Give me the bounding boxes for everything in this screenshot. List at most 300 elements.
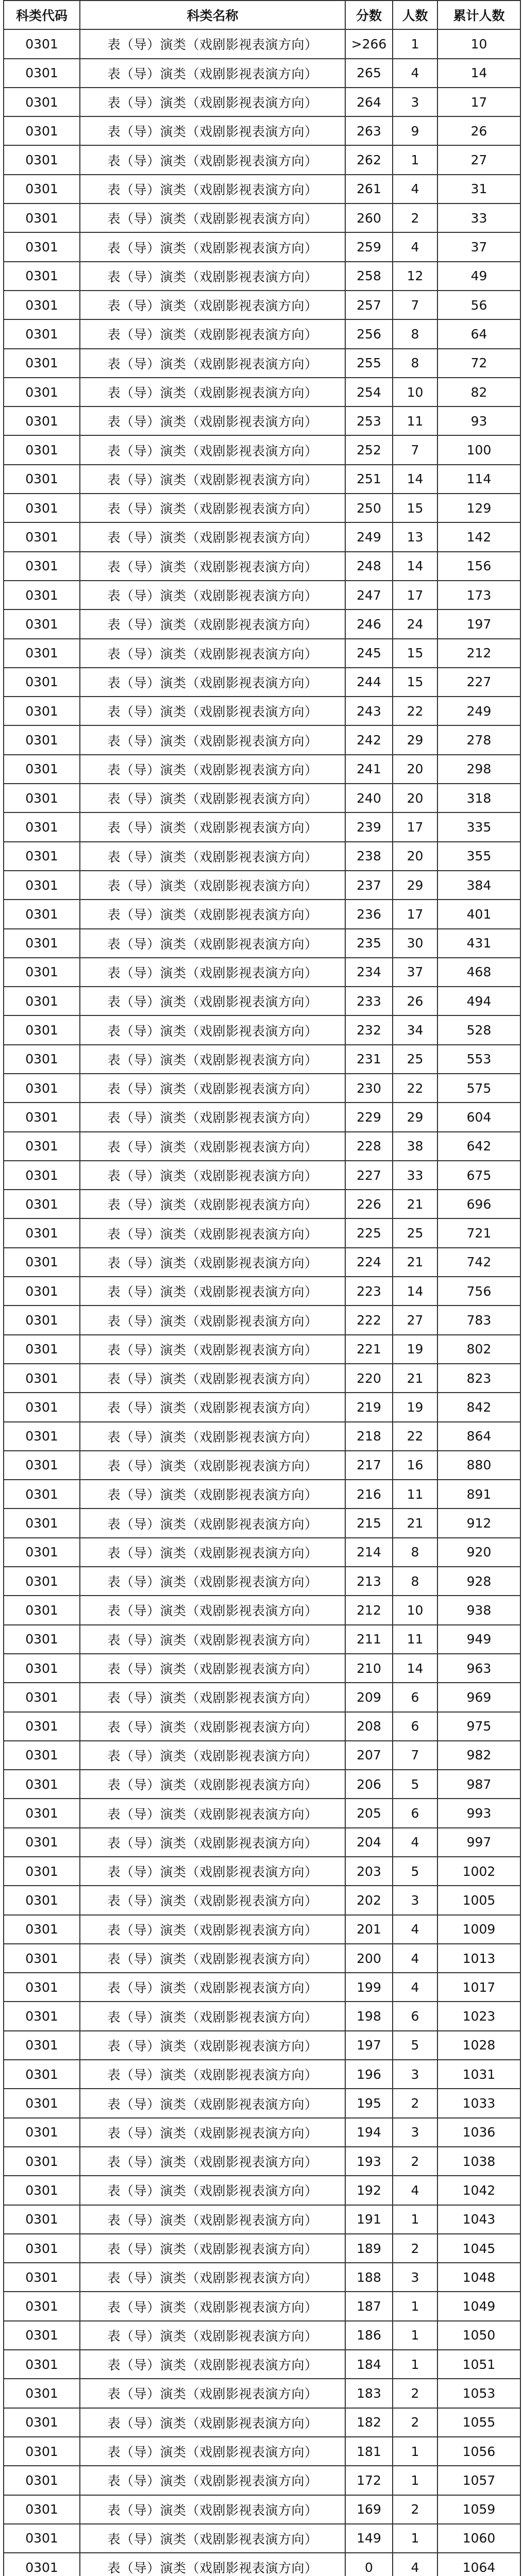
cell-count: 16 [393,1451,437,1480]
score-distribution-table [3,0,521,2576]
table-row [4,2263,520,2292]
table-row [4,116,520,145]
cell-code: 0301 [4,1799,80,1827]
cell-name: 表（导）演类（戏剧影视表演方向） [80,2553,345,2576]
cell-code: 0301 [4,1277,80,1306]
table-row [4,2176,520,2205]
table-row [4,581,520,609]
cell-code: 0301 [4,784,80,812]
cell-cumulative: 575 [437,1074,520,1103]
cell-cumulative: 604 [437,1103,520,1131]
cell-cumulative: 1050 [437,2321,520,2350]
cell-cumulative: 17 [437,88,520,116]
cell-cumulative: 431 [437,929,520,958]
cell-name: 表（导）演类（戏剧影视表演方向） [80,929,345,958]
cell-score: 242 [345,725,393,754]
table-row [4,1973,520,2002]
cell-code: 0301 [4,1190,80,1218]
cell-count: 20 [393,784,437,812]
cell-code: 0301 [4,1422,80,1451]
cell-cumulative: 142 [437,522,520,551]
cell-code: 0301 [4,435,80,464]
cell-name: 表（导）演类（戏剧影视表演方向） [80,1103,345,1131]
cell-score: 0 [345,2553,393,2576]
cell-cumulative: 1043 [437,2205,520,2234]
cell-name: 表（导）演类（戏剧影视表演方向） [80,29,345,58]
cell-cumulative: 742 [437,1248,520,1277]
cell-cumulative: 72 [437,349,520,378]
table-body [4,29,520,2576]
table-row [4,2408,520,2437]
table-row [4,2553,520,2576]
cell-cumulative: 802 [437,1335,520,1364]
table-row [4,755,520,784]
cell-name: 表（导）演类（戏剧影视表演方向） [80,1944,345,1973]
cell-score: 237 [345,871,393,900]
table-row [4,1248,520,1277]
cell-cumulative: 37 [437,232,520,261]
table-row [4,2350,520,2379]
cell-count: 10 [393,378,437,406]
table-header-row [4,1,520,29]
cell-score: 256 [345,319,393,348]
cell-count: 2 [393,2495,437,2524]
cell-count: 4 [393,1944,437,1973]
cell-count: 19 [393,1335,437,1364]
cell-code: 0301 [4,900,80,928]
cell-score: 244 [345,668,393,697]
table-row [4,1103,520,1131]
table-row [4,1190,520,1218]
cell-count: 25 [393,1218,437,1247]
cell-score: 209 [345,1683,393,1711]
table-row [4,609,520,638]
table-row [4,1218,520,1247]
cell-count: 37 [393,958,437,987]
cell-name: 表（导）演类（戏剧影视表演方向） [80,2060,345,2089]
cell-name: 表（导）演类（戏剧影视表演方向） [80,1712,345,1741]
cell-cumulative: 33 [437,204,520,232]
cell-score: 223 [345,1277,393,1306]
cell-score: 198 [345,2002,393,2030]
cell-code: 0301 [4,2205,80,2234]
cell-count: 15 [393,668,437,697]
cell-score: 221 [345,1335,393,1364]
cell-score: 219 [345,1393,393,1421]
cell-count: 7 [393,1741,437,1770]
cell-score: 220 [345,1364,393,1393]
cell-score: 236 [345,900,393,928]
cell-score: 206 [345,1770,393,1799]
cell-code: 0301 [4,2089,80,2117]
cell-count: 34 [393,1015,437,1044]
cell-count: 4 [393,1828,437,1857]
table-row [4,1712,520,1741]
cell-count: 33 [393,1161,437,1190]
cell-code: 0301 [4,2495,80,2524]
cell-name: 表（导）演类（戏剧影视表演方向） [80,2350,345,2379]
cell-code: 0301 [4,929,80,958]
cell-score: 172 [345,2466,393,2495]
table-row [4,1422,520,1451]
cell-name: 表（导）演类（戏剧影视表演方向） [80,262,345,291]
cell-cumulative: 100 [437,435,520,464]
cell-cumulative: 928 [437,1567,520,1596]
cell-score: 192 [345,2176,393,2205]
cell-code: 0301 [4,319,80,348]
cell-count: 1 [393,2437,437,2466]
table-row [4,494,520,522]
cell-count: 6 [393,1683,437,1711]
cell-count: 15 [393,639,437,668]
cell-count: 1 [393,2205,437,2234]
cell-count: 27 [393,1306,437,1334]
cell-count: 1 [393,2321,437,2350]
cell-score: 184 [345,2350,393,2379]
table-row [4,2147,520,2176]
cell-name: 表（导）演类（戏剧影视表演方向） [80,900,345,928]
cell-cumulative: 1009 [437,1915,520,1944]
cell-code: 0301 [4,116,80,145]
cell-count: 7 [393,291,437,319]
cell-code: 0301 [4,1915,80,1944]
cell-score: 258 [345,262,393,291]
cell-code: 0301 [4,232,80,261]
cell-count: 26 [393,987,437,1015]
cell-code: 0301 [4,639,80,668]
cell-name: 表（导）演类（戏剧影视表演方向） [80,668,345,697]
cell-count: 14 [393,1654,437,1683]
cell-code: 0301 [4,1538,80,1567]
cell-name: 表（导）演类（戏剧影视表演方向） [80,1190,345,1218]
cell-cumulative: 1048 [437,2263,520,2292]
cell-cumulative: 1060 [437,2524,520,2553]
cell-name: 表（导）演类（戏剧影视表演方向） [80,1538,345,1567]
cell-count: 4 [393,1915,437,1944]
cell-code: 0301 [4,1828,80,1857]
cell-count: 29 [393,1103,437,1131]
cell-cumulative: 27 [437,145,520,174]
cell-code: 0301 [4,522,80,551]
cell-score: 199 [345,1973,393,2002]
cell-code: 0301 [4,1306,80,1334]
cell-count: 19 [393,1393,437,1421]
column-header-code: 科类代码 [4,1,80,29]
cell-score: 233 [345,987,393,1015]
cell-name: 表（导）演类（戏剧影视表演方向） [80,1335,345,1364]
table-row [4,929,520,958]
cell-cumulative: 756 [437,1277,520,1306]
cell-score: 207 [345,1741,393,1770]
cell-score: 191 [345,2205,393,2234]
cell-score: >266 [345,29,393,58]
cell-cumulative: 987 [437,1770,520,1799]
cell-name: 表（导）演类（戏剧影视表演方向） [80,842,345,871]
table-row [4,349,520,378]
cell-count: 3 [393,2263,437,2292]
cell-score: 253 [345,406,393,435]
table-row [4,1364,520,1393]
cell-cumulative: 1002 [437,1857,520,1886]
table-row [4,1799,520,1827]
cell-cumulative: 298 [437,755,520,784]
cell-code: 0301 [4,175,80,204]
table-row [4,1770,520,1799]
cell-name: 表（导）演类（戏剧影视表演方向） [80,725,345,754]
cell-score: 202 [345,1886,393,1914]
cell-count: 21 [393,1509,437,1537]
cell-cumulative: 675 [437,1161,520,1190]
cell-score: 247 [345,581,393,609]
cell-name: 表（导）演类（戏剧影视表演方向） [80,1857,345,1886]
cell-cumulative: 355 [437,842,520,871]
cell-code: 0301 [4,2234,80,2263]
cell-score: 213 [345,1567,393,1596]
table-row [4,1015,520,1044]
cell-code: 0301 [4,2553,80,2576]
cell-code: 0301 [4,1045,80,1074]
cell-score: 229 [345,1103,393,1131]
cell-count: 8 [393,1538,437,1567]
cell-name: 表（导）演类（戏剧影视表演方向） [80,2205,345,2234]
cell-score: 222 [345,1306,393,1334]
cell-code: 0301 [4,2408,80,2437]
cell-score: 204 [345,1828,393,1857]
cell-cumulative: 1023 [437,2002,520,2030]
cell-code: 0301 [4,349,80,378]
cell-name: 表（导）演类（戏剧影视表演方向） [80,1625,345,1654]
cell-cumulative: 14 [437,59,520,88]
table-row [4,812,520,841]
cell-score: 217 [345,1451,393,1480]
cell-name: 表（导）演类（戏剧影视表演方向） [80,1306,345,1334]
cell-cumulative: 783 [437,1306,520,1334]
cell-name: 表（导）演类（戏剧影视表演方向） [80,1364,345,1393]
cell-code: 0301 [4,1393,80,1421]
cell-cumulative: 1036 [437,2118,520,2147]
table-row [4,1741,520,1770]
cell-score: 212 [345,1596,393,1624]
cell-count: 14 [393,465,437,494]
cell-name: 表（导）演类（戏剧影视表演方向） [80,2263,345,2292]
cell-score: 259 [345,232,393,261]
cell-name: 表（导）演类（戏剧影视表演方向） [80,2089,345,2117]
cell-code: 0301 [4,406,80,435]
cell-count: 7 [393,435,437,464]
cell-code: 0301 [4,1654,80,1683]
cell-count: 15 [393,494,437,522]
cell-code: 0301 [4,1074,80,1103]
cell-name: 表（导）演类（戏剧影视表演方向） [80,639,345,668]
cell-cumulative: 842 [437,1393,520,1421]
cell-count: 3 [393,2060,437,2089]
cell-score: 261 [345,175,393,204]
cell-name: 表（导）演类（戏剧影视表演方向） [80,609,345,638]
cell-score: 189 [345,2234,393,2263]
cell-code: 0301 [4,668,80,697]
cell-score: 228 [345,1132,393,1161]
cell-cumulative: 82 [437,378,520,406]
column-header-score: 分数 [345,1,393,29]
cell-count: 17 [393,900,437,928]
cell-name: 表（导）演类（戏剧影视表演方向） [80,1451,345,1480]
cell-name: 表（导）演类（戏剧影视表演方向） [80,406,345,435]
table-row [4,1828,520,1857]
cell-code: 0301 [4,2437,80,2466]
cell-name: 表（导）演类（戏剧影视表演方向） [80,2495,345,2524]
cell-score: 230 [345,1074,393,1103]
cell-name: 表（导）演类（戏剧影视表演方向） [80,1480,345,1509]
cell-code: 0301 [4,1335,80,1364]
cell-cumulative: 1033 [437,2089,520,2117]
cell-count: 5 [393,2031,437,2060]
cell-code: 0301 [4,1161,80,1190]
cell-name: 表（导）演类（戏剧影视表演方向） [80,1799,345,1827]
cell-score: 255 [345,349,393,378]
cell-name: 表（导）演类（戏剧影视表演方向） [80,2379,345,2408]
cell-cumulative: 197 [437,609,520,638]
cell-name: 表（导）演类（戏剧影视表演方向） [80,2002,345,2030]
cell-cumulative: 721 [437,1218,520,1247]
cell-cumulative: 920 [437,1538,520,1567]
table-row [4,1886,520,1914]
cell-score: 169 [345,2495,393,2524]
cell-score: 262 [345,145,393,174]
cell-name: 表（导）演类（戏剧影视表演方向） [80,319,345,348]
cell-score: 195 [345,2089,393,2117]
cell-score: 239 [345,812,393,841]
cell-cumulative: 1049 [437,2292,520,2320]
cell-cumulative: 156 [437,552,520,581]
cell-name: 表（导）演类（戏剧影视表演方向） [80,1973,345,2002]
cell-code: 0301 [4,291,80,319]
cell-count: 20 [393,755,437,784]
table-row [4,1335,520,1364]
cell-code: 0301 [4,2060,80,2089]
cell-count: 11 [393,1625,437,1654]
table-row [4,1538,520,1567]
cell-name: 表（导）演类（戏剧影视表演方向） [80,2466,345,2495]
cell-score: 263 [345,116,393,145]
cell-count: 1 [393,2292,437,2320]
table-row [4,784,520,812]
cell-name: 表（导）演类（戏剧影视表演方向） [80,1915,345,1944]
column-header-cumulative: 累计人数 [437,1,520,29]
cell-code: 0301 [4,1218,80,1247]
cell-code: 0301 [4,1364,80,1393]
cell-score: 234 [345,958,393,987]
table-row [4,291,520,319]
cell-cumulative: 384 [437,871,520,900]
cell-cumulative: 891 [437,1480,520,1509]
cell-score: 265 [345,59,393,88]
cell-count: 17 [393,581,437,609]
cell-name: 表（导）演类（戏剧影视表演方向） [80,232,345,261]
cell-code: 0301 [4,1015,80,1044]
cell-count: 11 [393,1480,437,1509]
cell-count: 20 [393,842,437,871]
cell-score: 203 [345,1857,393,1886]
table-row [4,465,520,494]
cell-cumulative: 468 [437,958,520,987]
cell-name: 表（导）演类（戏剧影视表演方向） [80,2437,345,2466]
table-row [4,1277,520,1306]
cell-code: 0301 [4,1480,80,1509]
cell-score: 193 [345,2147,393,2176]
cell-count: 2 [393,2147,437,2176]
cell-score: 260 [345,204,393,232]
cell-code: 0301 [4,1770,80,1799]
cell-score: 216 [345,1480,393,1509]
cell-score: 226 [345,1190,393,1218]
cell-name: 表（导）演类（戏剧影视表演方向） [80,2031,345,2060]
cell-code: 0301 [4,552,80,581]
table-row [4,1045,520,1074]
cell-cumulative: 1053 [437,2379,520,2408]
cell-code: 0301 [4,1712,80,1741]
cell-count: 2 [393,2089,437,2117]
table-row [4,2466,520,2495]
cell-code: 0301 [4,2524,80,2553]
cell-score: 187 [345,2292,393,2320]
cell-cumulative: 1042 [437,2176,520,2205]
cell-count: 10 [393,1596,437,1624]
cell-name: 表（导）演类（戏剧影视表演方向） [80,1218,345,1247]
cell-cumulative: 10 [437,29,520,58]
cell-cumulative: 1005 [437,1886,520,1914]
cell-name: 表（导）演类（戏剧影视表演方向） [80,581,345,609]
cell-score: 196 [345,2060,393,2089]
cell-score: 243 [345,697,393,725]
cell-score: 248 [345,552,393,581]
cell-score: 201 [345,1915,393,1944]
cell-name: 表（导）演类（戏剧影视表演方向） [80,465,345,494]
cell-code: 0301 [4,1132,80,1161]
cell-score: 235 [345,929,393,958]
table-row [4,262,520,291]
cell-code: 0301 [4,204,80,232]
table-row [4,1451,520,1480]
cell-code: 0301 [4,958,80,987]
cell-code: 0301 [4,29,80,58]
table-row [4,145,520,174]
cell-code: 0301 [4,1509,80,1537]
cell-score: 257 [345,291,393,319]
cell-count: 17 [393,812,437,841]
cell-score: 149 [345,2524,393,2553]
cell-name: 表（导）演类（戏剧影视表演方向） [80,2118,345,2147]
cell-score: 251 [345,465,393,494]
cell-score: 215 [345,1509,393,1537]
cell-cumulative: 31 [437,175,520,204]
cell-count: 2 [393,2379,437,2408]
cell-count: 12 [393,262,437,291]
cell-score: 241 [345,755,393,784]
cell-cumulative: 1051 [437,2350,520,2379]
cell-code: 0301 [4,2118,80,2147]
cell-code: 0301 [4,1683,80,1711]
cell-count: 22 [393,1074,437,1103]
table-row [4,59,520,88]
table-row [4,1509,520,1537]
cell-score: 250 [345,494,393,522]
cell-cumulative: 982 [437,1741,520,1770]
cell-count: 4 [393,59,437,88]
cell-code: 0301 [4,2002,80,2030]
cell-score: 264 [345,88,393,116]
cell-score: 205 [345,1799,393,1827]
cell-code: 0301 [4,2263,80,2292]
